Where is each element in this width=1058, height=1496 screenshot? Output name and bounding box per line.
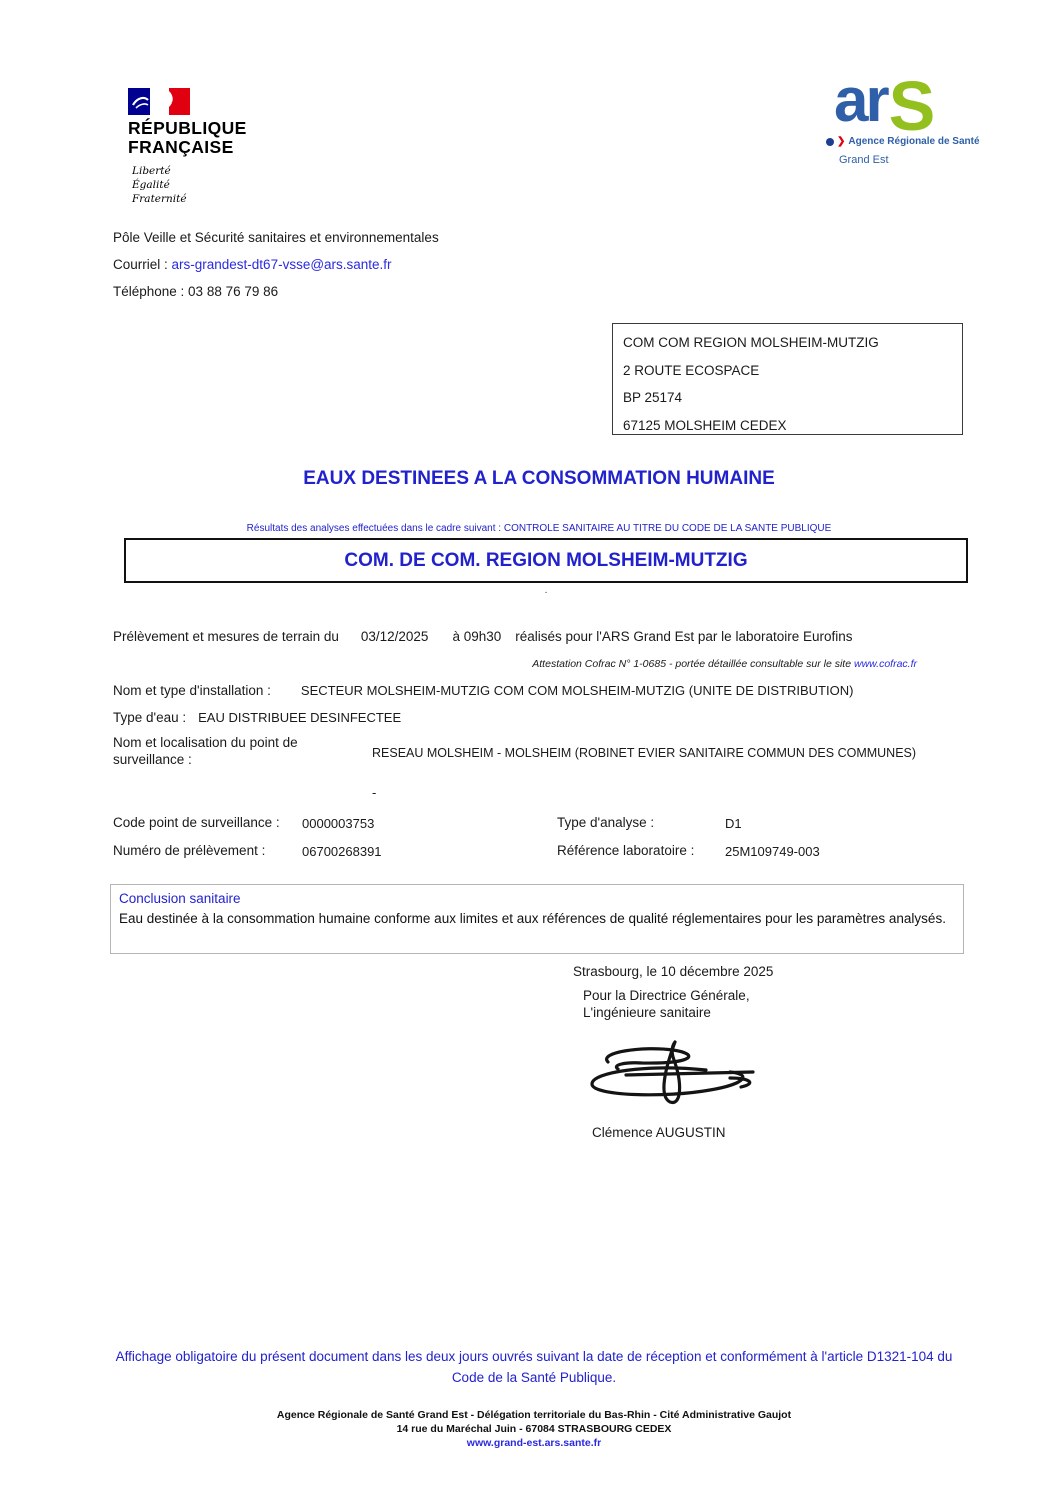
- attestation-line: [532, 658, 917, 670]
- recipient-line: BP 25174: [623, 390, 683, 405]
- sampling-date: 03/12/2025: [360, 629, 429, 644]
- cofrac-link[interactable]: www.cofrac.fr: [853, 658, 917, 670]
- ars-tagline: [826, 136, 980, 147]
- analysis-value: D1: [725, 816, 742, 831]
- installation-row: [113, 682, 963, 700]
- doc-subtitle: Résultats des analyses effectuées dans le cadre suivant : CONTROLE SANITAIRE AU TITRE DU CODE DE LA SANTE PUBLIQUE: [246, 523, 832, 534]
- motto-egalite: Égalité: [132, 179, 170, 191]
- recipient-line: 2 ROUTE ECOSPACE: [623, 362, 760, 378]
- doc-title: EAUX DESTINEES A LA CONSOMMATION HUMAINE: [303, 468, 775, 489]
- signature-image: [578, 1038, 763, 1113]
- contact-email-label: Courriel :: [113, 257, 172, 272]
- ars-wordmark-s: S: [888, 67, 936, 145]
- surveillance-label: [113, 735, 323, 768]
- republique-line1: RÉPUBLIQUE: [128, 118, 247, 138]
- conclusion-title: Conclusion sanitaire: [119, 891, 241, 906]
- conclusion-body: Eau destinée à la consommation humaine conforme aux limites et aux références de qualité réglementaires pour les paramètres analysés.: [119, 911, 946, 926]
- signature-role: L'ingénieure sanitaire: [583, 1005, 711, 1020]
- sample-number-value: 06700268391: [302, 844, 382, 859]
- signature-place-date: Strasbourg, le 10 décembre 2025: [573, 964, 774, 979]
- signature-for: Pour la Directrice Générale,: [583, 988, 750, 1003]
- lab-ref-label: Référence laboratoire :: [557, 843, 695, 858]
- water-type-row: [113, 709, 401, 727]
- ars-chevron-icon: ❯: [837, 135, 846, 147]
- ars-region: Grand Est: [839, 154, 889, 166]
- signatory-name: Clémence AUGUSTIN: [592, 1125, 726, 1140]
- motto-liberte: Liberté: [132, 165, 171, 177]
- republique-line2: FRANÇAISE: [128, 137, 234, 157]
- lab-ref-value: 25M109749-003: [725, 844, 820, 859]
- network-box-footnote: .: [544, 585, 548, 596]
- motto: [132, 164, 247, 206]
- email-link[interactable]: ars-grandest-dt67-vsse@ars.sante.fr: [171, 257, 392, 272]
- ars-logo: [826, 66, 1001, 172]
- sampling-line: [113, 629, 853, 644]
- network-box: COM. DE COM. REGION MOLSHEIM-MUTZIG: [124, 538, 968, 583]
- sampling-time: à 09h30: [452, 629, 502, 644]
- page-footer: [104, 1408, 964, 1450]
- water-type-label: Type d'eau :: [113, 710, 187, 725]
- ars-dot-icon: [826, 138, 834, 146]
- surveillance-label-line1: Nom et localisation du point de: [113, 735, 298, 750]
- sampling-label: Prélèvement et mesures de terrain du: [113, 629, 339, 644]
- flag-icon: [128, 88, 190, 115]
- footer-line2: 14 rue du Maréchal Juin - 67084 STRASBOURG CEDEX: [396, 1423, 672, 1435]
- analysis-label: Type d'analyse :: [557, 815, 655, 830]
- water-type-value: EAU DISTRIBUEE DESINFECTEE: [198, 710, 402, 725]
- recipient-box: [612, 323, 963, 435]
- surveillance-value: RESEAU MOLSHEIM - MOLSHEIM (ROBINET EVIER SANITAIRE COMMUN DES COMMUNES): [372, 746, 917, 760]
- recipient-line: 67125 MOLSHEIM CEDEX: [623, 417, 787, 433]
- recipient-line: COM COM REGION MOLSHEIM-MUTZIG: [623, 335, 879, 350]
- marianne-logo: [128, 88, 247, 206]
- motto-fraternite: Fraternité: [132, 193, 187, 205]
- surveillance-label-line2: surveillance :: [113, 751, 192, 767]
- surveillance-dash: -: [372, 785, 377, 800]
- installation-label: Nom et type d'installation :: [113, 683, 271, 698]
- code-label: Code point de surveillance :: [113, 815, 280, 830]
- installation-value: SECTEUR MOLSHEIM-MUTZIG COM COM MOLSHEIM-MUTZIG (UNITE DE DISTRIBUTION): [300, 683, 854, 698]
- conclusion-box: [110, 884, 964, 954]
- contact-email-line: [113, 251, 439, 278]
- ars-tagline-text: Agence Régionale de Santé: [848, 136, 980, 147]
- sampling-rest: réalisés pour l'ARS Grand Est par le laboratoire Eurofins: [515, 629, 853, 644]
- sample-number-label: Numéro de prélèvement :: [113, 843, 266, 858]
- code-value: 0000003753: [302, 816, 375, 831]
- ars-wordmark-ar: ar: [834, 66, 887, 135]
- display-notice: Affichage obligatoire du présent document dans les deux jours ouvrés suivant la date de réception et conformément à l'article D1321-104 du Code de la Santé Publique.: [115, 1349, 953, 1385]
- contact-pole: Pôle Veille et Sécurité sanitaires et environnementales: [113, 230, 439, 245]
- contact-block: [113, 224, 439, 305]
- footer-line1: Agence Régionale de Santé Grand Est - Délégation territoriale du Bas-Rhin - Cité Administrative Gaujot: [276, 1409, 792, 1421]
- footer-website-link[interactable]: www.grand-est.ars.sante.fr: [466, 1437, 602, 1449]
- attestation-text: Attestation Cofrac N° 1-0685 - portée détaillée consultable sur le site: [532, 658, 854, 670]
- contact-phone: Téléphone : 03 88 76 79 86: [113, 284, 279, 299]
- republique-wordmark: [128, 119, 247, 157]
